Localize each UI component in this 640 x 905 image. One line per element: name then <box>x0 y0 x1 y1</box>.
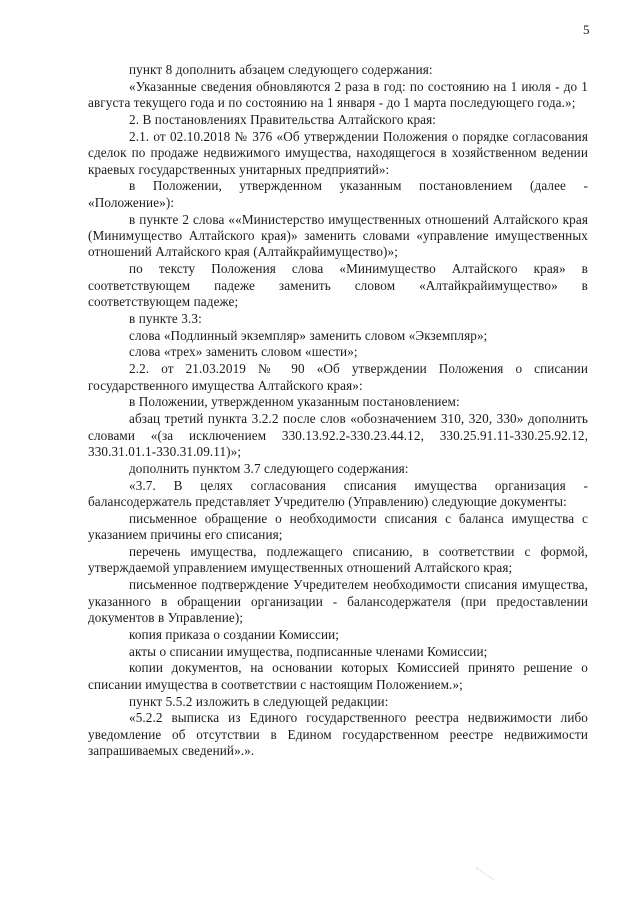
paragraph: 2. В постановлениях Правительства Алтайского края: <box>129 112 437 127</box>
page-number: 5 <box>583 22 590 37</box>
paragraph: копия приказа о создании Комиссии; <box>129 626 340 642</box>
paragraph: абзац третий пункта 3.2.2 после слов «обозначением 310, 320, 330» дополнить словами «(за исключением 330.13.92.2-330.23.44.12, 330.25.91.11-330.25.92.12, 330.31.01.1-330.31.09.11)»; <box>88 411 588 460</box>
paragraph: пункт 5.5.2 изложить в следующей редакции: <box>129 693 389 709</box>
paragraph: «5.2.2 выписка из Единого государственного реестра недвижимости либо уведомление об отсутствии в Едином государственном реестре недвижимости запрашиваемых сведений».». <box>88 710 588 759</box>
paragraph: письменное обращение о необходимости списания с баланса имущества с указанием причины его списания; <box>88 510 588 543</box>
document-body <box>88 62 588 760</box>
paragraph: акты о списании имущества, подписанные членами Комиссии; <box>129 643 488 659</box>
paragraph: по тексту Положения слова «Минимущество Алтайского края» в соответствующем падеже заменить словом «Алтайкрайимущество» в соответствующем падеже; <box>88 261 588 310</box>
paragraph: в Положении, утвержденном указанным постановлением: <box>129 394 460 410</box>
paragraph: «Указанные сведения обновляются 2 раза в год: по состоянию на 1 июля - до 1 августа текущего года и по состоянию на 1 января - до 1 марта последующего года.»; <box>88 78 588 111</box>
paragraph: слова «трех» заменить словом «шести»; <box>129 344 358 360</box>
paragraph: слова «Подлинный экземпляр» заменить словом «Экземпляр»; <box>129 327 488 343</box>
paragraph: 2.1. от 02.10.2018 № 376 «Об утверждении Положения о порядке согласования сделок по продаже недвижимого имущества, находящегося в хозяйственном ведении краевых государственных унитарных предприятий»: <box>88 128 588 177</box>
paragraph: в пункте 3.3: <box>129 310 202 326</box>
paragraph: 2.2. от 21.03.2019 № 90 «Об утверждении Положения о списании государственного имущества Алтайского края»: <box>88 361 588 393</box>
paragraph: «3.7. В целях согласования списания имущества организация - балансодержатель представляет Учредителю (Управлению) следующие документы: <box>88 477 588 510</box>
paragraph: дополнить пунктом 3.7 следующего содержания: <box>129 460 409 476</box>
paragraph: пункт 8 дополнить абзацем следующего содержания: <box>129 62 433 77</box>
paragraph: копии документов, на основании которых Комиссией принято решение о списании имущества в соответствии с настоящим Положением.»; <box>88 660 588 692</box>
paragraph: перечень имущества, подлежащего списанию, в соответствии с формой, утверждаемой управлением имущественных отношений Алтайского края; <box>88 544 588 576</box>
paragraph: в пункте 2 слова ««Министерство имущественных отношений Алтайского края (Минимущество Алтайского края)» заменить словами «управление имущественных отношений Алтайского края (Алтайкрайимущество)»; <box>88 211 588 260</box>
scan-mark <box>468 867 495 892</box>
paragraph: письменное подтверждение Учредителем необходимости списания имущества, указанного в обращении организации - балансодержателя (при предоставлении документов в Управление); <box>88 577 588 626</box>
paragraph: в Положении, утвержденном указанным постановлением (далее - «Положение»): <box>88 178 588 210</box>
